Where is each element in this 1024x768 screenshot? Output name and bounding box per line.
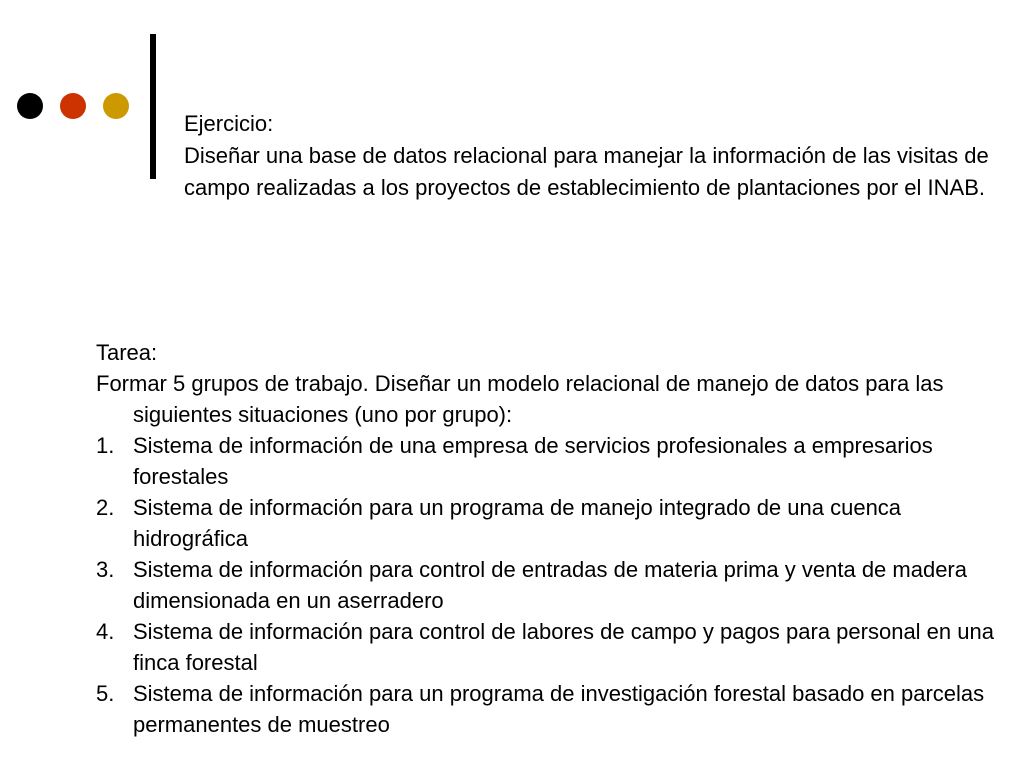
tarea-heading: Tarea: xyxy=(96,340,158,365)
ejercicio-heading: Ejercicio: xyxy=(184,111,274,136)
red-dot-decoration xyxy=(60,93,86,119)
task-list-item xyxy=(96,492,996,554)
task-text: Sistema de información de una empresa de servicios profesionales a empresarios forestales xyxy=(133,433,933,489)
task-list-item xyxy=(96,554,996,616)
task-text: Sistema de información para control de labores de campo y pagos para personal en una finca forestal xyxy=(133,619,994,675)
task-text: Sistema de información para un programa de manejo integrado de una cuenca hidrográfica xyxy=(133,495,902,551)
black-dot-decoration xyxy=(17,93,43,119)
task-number: 3. xyxy=(96,557,115,582)
task-number: 2. xyxy=(96,495,115,520)
task-number: 1. xyxy=(96,433,115,458)
ejercicio-body: Diseñar una base de datos relacional para manejar la información de las visitas de campo realizadas a los proyectos de establecimiento de plantaciones por el INAB. xyxy=(184,143,989,200)
task-list-item xyxy=(96,678,996,740)
vertical-divider-line xyxy=(150,34,156,179)
task-text: Sistema de información para control de entradas de materia prima y venta de madera dimensionada en un aserradero xyxy=(133,557,967,613)
task-list-item xyxy=(96,430,996,492)
task-number: 4. xyxy=(96,619,115,644)
tarea-intro: Formar 5 grupos de trabajo. Diseñar un modelo relacional de manejo de datos para las siguientes situaciones (uno por grupo): xyxy=(96,371,944,427)
gold-dot-decoration xyxy=(103,93,129,119)
ejercicio-section xyxy=(184,108,994,204)
task-list-item xyxy=(96,616,996,678)
task-number: 5. xyxy=(96,681,115,706)
tarea-section xyxy=(96,337,996,740)
task-text: Sistema de información para un programa de investigación forestal basado en parcelas permanentes de muestreo xyxy=(133,681,985,737)
